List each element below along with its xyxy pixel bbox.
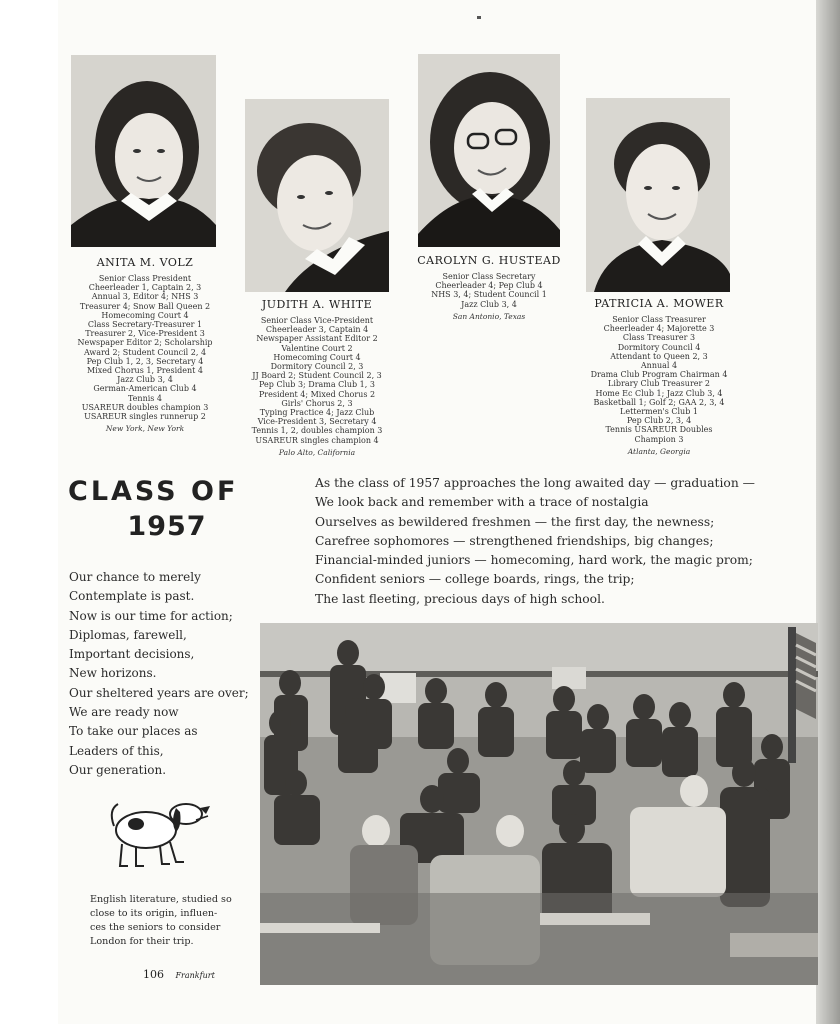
bio-line: Champion 3 <box>634 434 684 444</box>
poem-line: Leaders of this, <box>69 743 164 758</box>
page-margin <box>0 0 58 1024</box>
poem-line: New horizons. <box>69 666 157 681</box>
portrait-photo-mower <box>586 98 730 292</box>
student-hometown: Atlanta, Georgia <box>627 446 691 456</box>
intro-verse <box>315 474 755 609</box>
caption-line: close to its origin, influen- <box>90 908 218 919</box>
title-line-2: 1957 <box>127 511 207 542</box>
poem-line: Diplomas, farewell, <box>69 627 187 642</box>
bio-line: President 4; Mixed Chorus 2 <box>258 389 376 399</box>
bio-line: Jazz Club 3, 4 <box>117 375 173 385</box>
bio-line: Pep Club 3; Drama Club 1, 3 <box>259 380 375 390</box>
poem-line: To take our places as <box>69 724 198 739</box>
poem-line: Contemplate is past. <box>69 589 195 604</box>
bio-line: Tennis 1, 2, doubles champion 3 <box>251 426 383 436</box>
bio-line: Cheerleader 1, Captain 2, 3 <box>88 283 202 293</box>
print-mark <box>477 16 481 19</box>
student-name: CAROLYN G. HUSTEAD <box>417 254 561 267</box>
poem-line: Our sheltered years are over; <box>69 685 249 700</box>
bio-line: Home Ec Club 1; Jazz Club 3, 4 <box>595 388 723 398</box>
bio-line: German-American Club 4 <box>93 384 197 394</box>
student-bio-hustead <box>407 254 571 321</box>
poem-line: Important decisions, <box>69 647 195 662</box>
verse-line: Confident seniors — college boards, rings, the trip; <box>315 572 635 587</box>
verse-line: Carefree sophomores — strengthened friendships, big changes; <box>315 533 714 548</box>
bio-line: Annual 3, Editor 4; NHS 3 <box>91 292 199 302</box>
bio-line: Basketball 1; Golf 2; GAA 2, 3, 4 <box>593 397 725 407</box>
student-bio-volz <box>60 256 230 433</box>
bio-line: Award 2; Student Council 2, 4 <box>83 347 207 357</box>
photo-caption <box>90 893 232 949</box>
bio-line: Pep Club 2, 3, 4 <box>626 416 692 426</box>
bio-line: JJ Board 2; Student Council 2, 3 <box>252 371 382 381</box>
student-bio-mower <box>576 297 742 456</box>
student-name: JUDITH A. WHITE <box>261 298 373 311</box>
bio-line: Jazz Club 3, 4 <box>461 299 517 309</box>
poem-line: Our generation. <box>69 762 167 777</box>
bio-line: Cheerleader 3, Captain 4 <box>265 325 369 335</box>
verse-line: Financial-minded juniors — homecoming, hard work, the magic prom; <box>315 553 753 568</box>
portrait-photo-hustead <box>418 54 560 247</box>
bio-line: Class Secretary-Treasurer 1 <box>87 320 203 330</box>
classroom-group-photo <box>260 623 818 985</box>
portrait-photo-white <box>245 99 389 292</box>
bio-line: Homecoming Court 4 <box>273 352 361 362</box>
bio-line: Treasurer 4; Snow Ball Queen 2 <box>79 301 211 311</box>
student-hometown: San Antonio, Texas <box>452 311 526 321</box>
student-name: PATRICIA A. MOWER <box>594 297 724 310</box>
student-hometown: New York, New York <box>105 424 185 434</box>
bio-line: Senior Class President <box>98 274 192 283</box>
caption-line: ces the seniors to consider <box>90 922 221 933</box>
bio-line: Newspaper Editor 2; Scholarship <box>77 338 213 348</box>
bio-line: NHS 3, 4; Student Council 1 <box>431 290 547 300</box>
student-bio-white <box>234 298 400 457</box>
bio-line: Pep Club 1, 2, 3, Secretary 4 <box>86 356 204 366</box>
bio-line: Attendant to Queen 2, 3 <box>610 351 708 361</box>
student-hometown: Palo Alto, California <box>278 447 356 457</box>
bio-line: Homecoming Court 4 <box>101 310 189 320</box>
poem <box>69 568 249 780</box>
bio-line: Senior Class Treasurer <box>612 315 706 324</box>
caption-line: English literature, studied so <box>90 894 232 905</box>
dog-illustration <box>106 796 212 872</box>
bio-line: Newspaper Assistant Editor 2 <box>256 334 378 344</box>
bio-line: Mixed Chorus 1, President 4 <box>86 366 203 376</box>
bio-line: Typing Practice 4; Jazz Club <box>259 408 375 418</box>
bio-line: Class Treasurer 3 <box>622 333 696 343</box>
bio-line: Dormitory Council 2, 3 <box>270 362 364 372</box>
title-line-1: CLASS OF <box>68 476 239 507</box>
bio-line: Library Club Treasurer 2 <box>608 379 710 389</box>
bio-line: Senior Class Vice-President <box>260 316 374 325</box>
footer-city: Frankfurt <box>175 971 215 980</box>
caption-line: London for their trip. <box>90 936 194 947</box>
bio-line: Annual 4 <box>640 361 678 371</box>
bio-line: Tennis USAREUR Doubles <box>605 425 713 435</box>
bio-line: Girls' Chorus 2, 3 <box>281 398 353 408</box>
bio-line: Cheerleader 4; Majorette 3 <box>603 324 715 334</box>
verse-line: The last fleeting, precious days of high school. <box>315 591 605 606</box>
page-title <box>68 476 258 542</box>
bio-line: Drama Club Program Chairman 4 <box>590 370 728 380</box>
page-number: 106 <box>143 968 164 981</box>
bio-line: Cheerleader 4; Pep Club 4 <box>435 281 543 291</box>
bio-line: Senior Class Secretary <box>442 272 536 281</box>
bio-line: Treasurer 2, Vice-President 3 <box>85 329 205 339</box>
binding-edge <box>816 0 840 1024</box>
bio-line: Valentine Court 2 <box>281 343 353 353</box>
bio-line: USAREUR singles runnerup 2 <box>84 412 206 422</box>
verse-line: Ourselves as bewildered freshmen — the first day, the newness; <box>315 514 715 529</box>
bio-line: Tennis 4 <box>127 393 163 403</box>
poem-line: Our chance to merely <box>69 570 201 584</box>
bio-line: Lettermen's Club 1 <box>620 407 698 417</box>
student-name: ANITA M. VOLZ <box>96 256 194 269</box>
poem-line: Now is our time for action; <box>69 608 233 623</box>
bio-line: USAREUR doubles champion 3 <box>81 402 209 412</box>
bio-line: Dormitory Council 4 <box>617 342 701 352</box>
poem-line: We are ready now <box>69 705 179 720</box>
bio-line: Vice-President 3, Secretary 4 <box>257 417 377 427</box>
page-footer <box>143 968 215 981</box>
verse-line: As the class of 1957 approaches the long awaited day — graduation — <box>315 476 755 490</box>
portrait-photo-volz <box>71 55 216 247</box>
bio-line: USAREUR singles champion 4 <box>255 435 379 445</box>
verse-line: We look back and remember with a trace of nostalgia <box>315 495 649 510</box>
